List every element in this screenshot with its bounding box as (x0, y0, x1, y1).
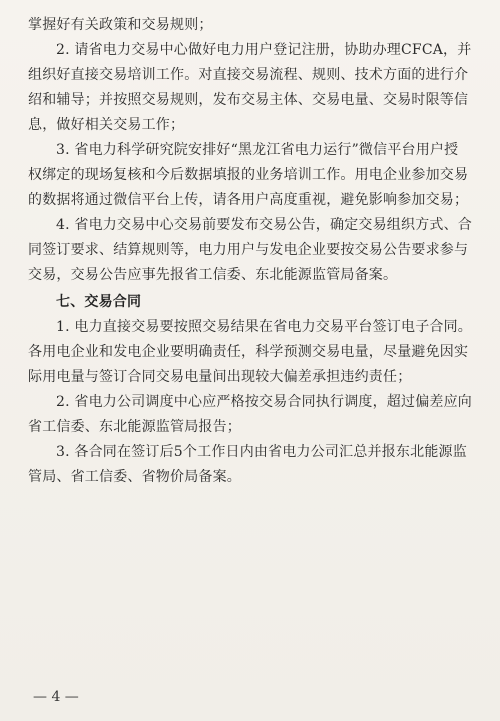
paragraph-4: 4. 省电力交易中心交易前要发布交易公告，确定交易组织方式、合同签订要求、结算规则等，电力用户与发电企业要按交易公告要求参与交易，交易公告应事先报省工信委、东北能源监管局备案。 (28, 217, 473, 283)
section-paragraph-1: 1. 电力直接交易要按照交易结果在省电力交易平台签订电子合同。各用电企业和发电企业要明确责任，科学预测交易电量，尽量避免因实际用电量与签订合同交易电量间出现较大偏差承担违约责任； (28, 319, 473, 385)
section-paragraph-2: 2. 省电力公司调度中心应严格按交易合同执行调度，超过偏差应向省工信委、东北能源监管局报告； (28, 394, 473, 435)
paragraph-2: 2. 请省电力交易中心做好电力用户登记注册，协助办理CFCA，并组织好直接交易培训工作。对直接交易流程、规则、技术方面的进行介绍和辅导；并按照交易规则，发布交易主体、交易电量、交易时限等信息，做好相关交易工作； (28, 42, 472, 133)
paragraph-1: 掌握好有关政策和交易规则； (28, 17, 213, 33)
document-body (28, 13, 472, 490)
section-heading: 七、交易合同 (56, 294, 142, 310)
paragraph-3: 3. 省电力科学研究院安排好“黑龙江省电力运行”微信平台用户授权绑定的现场复核和今后数据填报的业务培训工作。用电企业参加交易的数据将通过微信平台上传，请各用户高度重视，避免影响参加交易； (28, 142, 469, 208)
section-paragraph-3: 3. 各合同在签订后5个工作日内由省电力公司汇总并报东北能源监管局、省工信委、省物价局备案。 (28, 444, 467, 485)
page-number: — 4 — (33, 689, 79, 705)
